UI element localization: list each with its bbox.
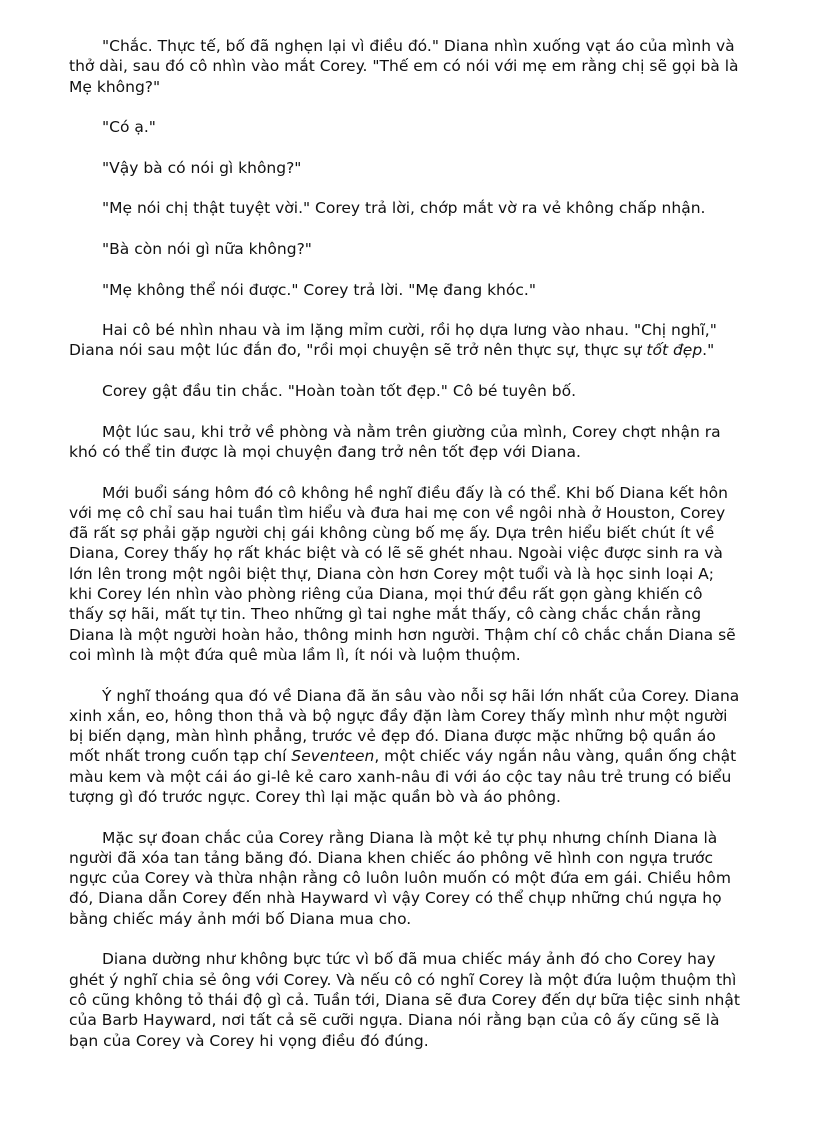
paragraph (69, 117, 740, 137)
paragraph (69, 239, 740, 259)
paragraph (69, 483, 740, 666)
text-run: "Mẹ không thể nói được." Corey trả lời. "Mẹ đang khóc." (102, 280, 536, 299)
text-run: Diana dường như không bực tức vì bố đã mua chiếc máy ảnh đó cho Corey hay ghét ý nghĩ chia sẻ ông với Corey. Và nếu cô có nghĩ Corey là một đứa luộm thuộm thì cô cũng không tỏ thái độ gì cả. Tuần tới, Diana sẽ đưa Corey đến dự bữa tiệc sinh nhật của Barb Hayward, nơi tất cả sẽ cưỡi ngựa. Diana nói rằng bạn của cô ấy cũng sẽ là bạn của Corey và Corey hi vọng điều đó đúng. (69, 950, 740, 1050)
text-run: Mới buổi sáng hôm đó cô không hề nghĩ điều đấy là có thể. Khi bố Diana kết hôn với mẹ cô chỉ sau hai tuần tìm hiểu và đưa hai mẹ con về ngôi nhà ở Houston, Corey đã rất sợ phải gặp người chị gái không cùng bố mẹ ấy. Dựa trên hiểu biết chút ít về Diana, Corey thấy họ rất khác biệt và có lẽ sẽ ghét nhau. Ngoài việc được sinh ra và lớn lên trong một ngôi biệt thự, Diana còn hơn Corey một tuổi và là học sinh loại A; khi Corey lén nhìn vào phòng riêng của Diana, mọi thứ đều rất gọn gàng khiến cô thấy sợ hãi, mất tự tin. Theo những gì tai nghe mắt thấy, cô càng chắc chắn rằng Diana là một người hoàn hảo, thông minh hơn người. Thậm chí cô chắc chắn Diana sẽ coi mình là một đứa quê mùa lầm lì, ít nói và luộm thuộm. (69, 483, 736, 664)
paragraph (69, 381, 740, 401)
text-run: ." (702, 341, 715, 360)
paragraph (69, 828, 740, 929)
text-run: Corey gật đầu tin chắc. "Hoàn toàn tốt đẹp." Cô bé tuyên bố. (102, 382, 576, 401)
text-run: Ý nghĩ thoáng qua đó về Diana đã ăn sâu vào nỗi sợ hãi lớn nhất của Corey. Diana xinh xắn, eo, hông thon thả và bộ ngực đầy đặn làm Corey thấy mình như một người bị biến dạng, màn hình phẳng, trước vẻ đẹp đó. Diana được mặc những bộ quần áo mốt nhất trong cuốn tạp chí (69, 686, 740, 766)
text-run: "Vậy bà có nói gì không?" (102, 158, 302, 177)
story-text (69, 36, 740, 1051)
paragraph (69, 198, 740, 218)
text-run: "Chắc. Thực tế, bố đã nghẹn lại vì điều đó." Diana nhìn xuống vạt áo của mình và thở dài, sau đó cô nhìn vào mắt Corey. "Thế em có nói với mẹ em rằng chị sẽ gọi bà là Mẹ không?" (69, 37, 739, 96)
paragraph (69, 158, 740, 178)
text-run: "Có ạ." (102, 118, 156, 137)
text-run: Hai cô bé nhìn nhau và im lặng mỉm cười, rồi họ dựa lưng vào nhau. "Chị nghĩ," Diana nói sau một lúc đắn đo, "rồi mọi chuyện sẽ trở nên thực sự, thực sự (69, 321, 717, 360)
paragraph (69, 280, 740, 300)
text-run: Một lúc sau, khi trở về phòng và nằm trên giường của mình, Corey chợt nhận ra khó có thể tin được là mọi chuyện đang trở nên tốt đẹp với Diana. (69, 422, 721, 461)
italic-text: tốt đẹp (646, 341, 703, 360)
text-run: "Bà còn nói gì nữa không?" (102, 239, 312, 258)
paragraph (69, 422, 740, 463)
text-run: "Mẹ nói chị thật tuyệt vời." Corey trả lời, chớp mắt vờ ra vẻ không chấp nhận. (102, 199, 706, 218)
text-run: Mặc sự đoan chắc của Corey rằng Diana là một kẻ tự phụ nhưng chính Diana là người đã xóa tan tảng băng đó. Diana khen chiếc áo phông vẽ hình con ngựa trước ngực của Corey và thừa nhận rằng cô luôn luôn muốn có một đứa em gái. Chiều hôm đó, Diana dẫn Corey đến nhà Hayward vì vậy Corey có thể chụp những chú ngựa họ bằng chiếc máy ảnh mới bố Diana mua cho. (69, 828, 731, 928)
italic-text: Seventeen (291, 747, 375, 766)
paragraph (69, 320, 740, 361)
text-run: , một chiếc váy ngắn nâu vàng, quần ống chật màu kem và một cái áo gi-lê kẻ caro xanh-nâu đi với áo cộc tay nâu trẻ trung có biểu tượng gì đó trước ngực. Corey thì lại mặc quần bò và áo phông. (69, 747, 737, 806)
paragraph (69, 36, 740, 97)
paragraph (69, 949, 740, 1050)
paragraph (69, 686, 740, 808)
